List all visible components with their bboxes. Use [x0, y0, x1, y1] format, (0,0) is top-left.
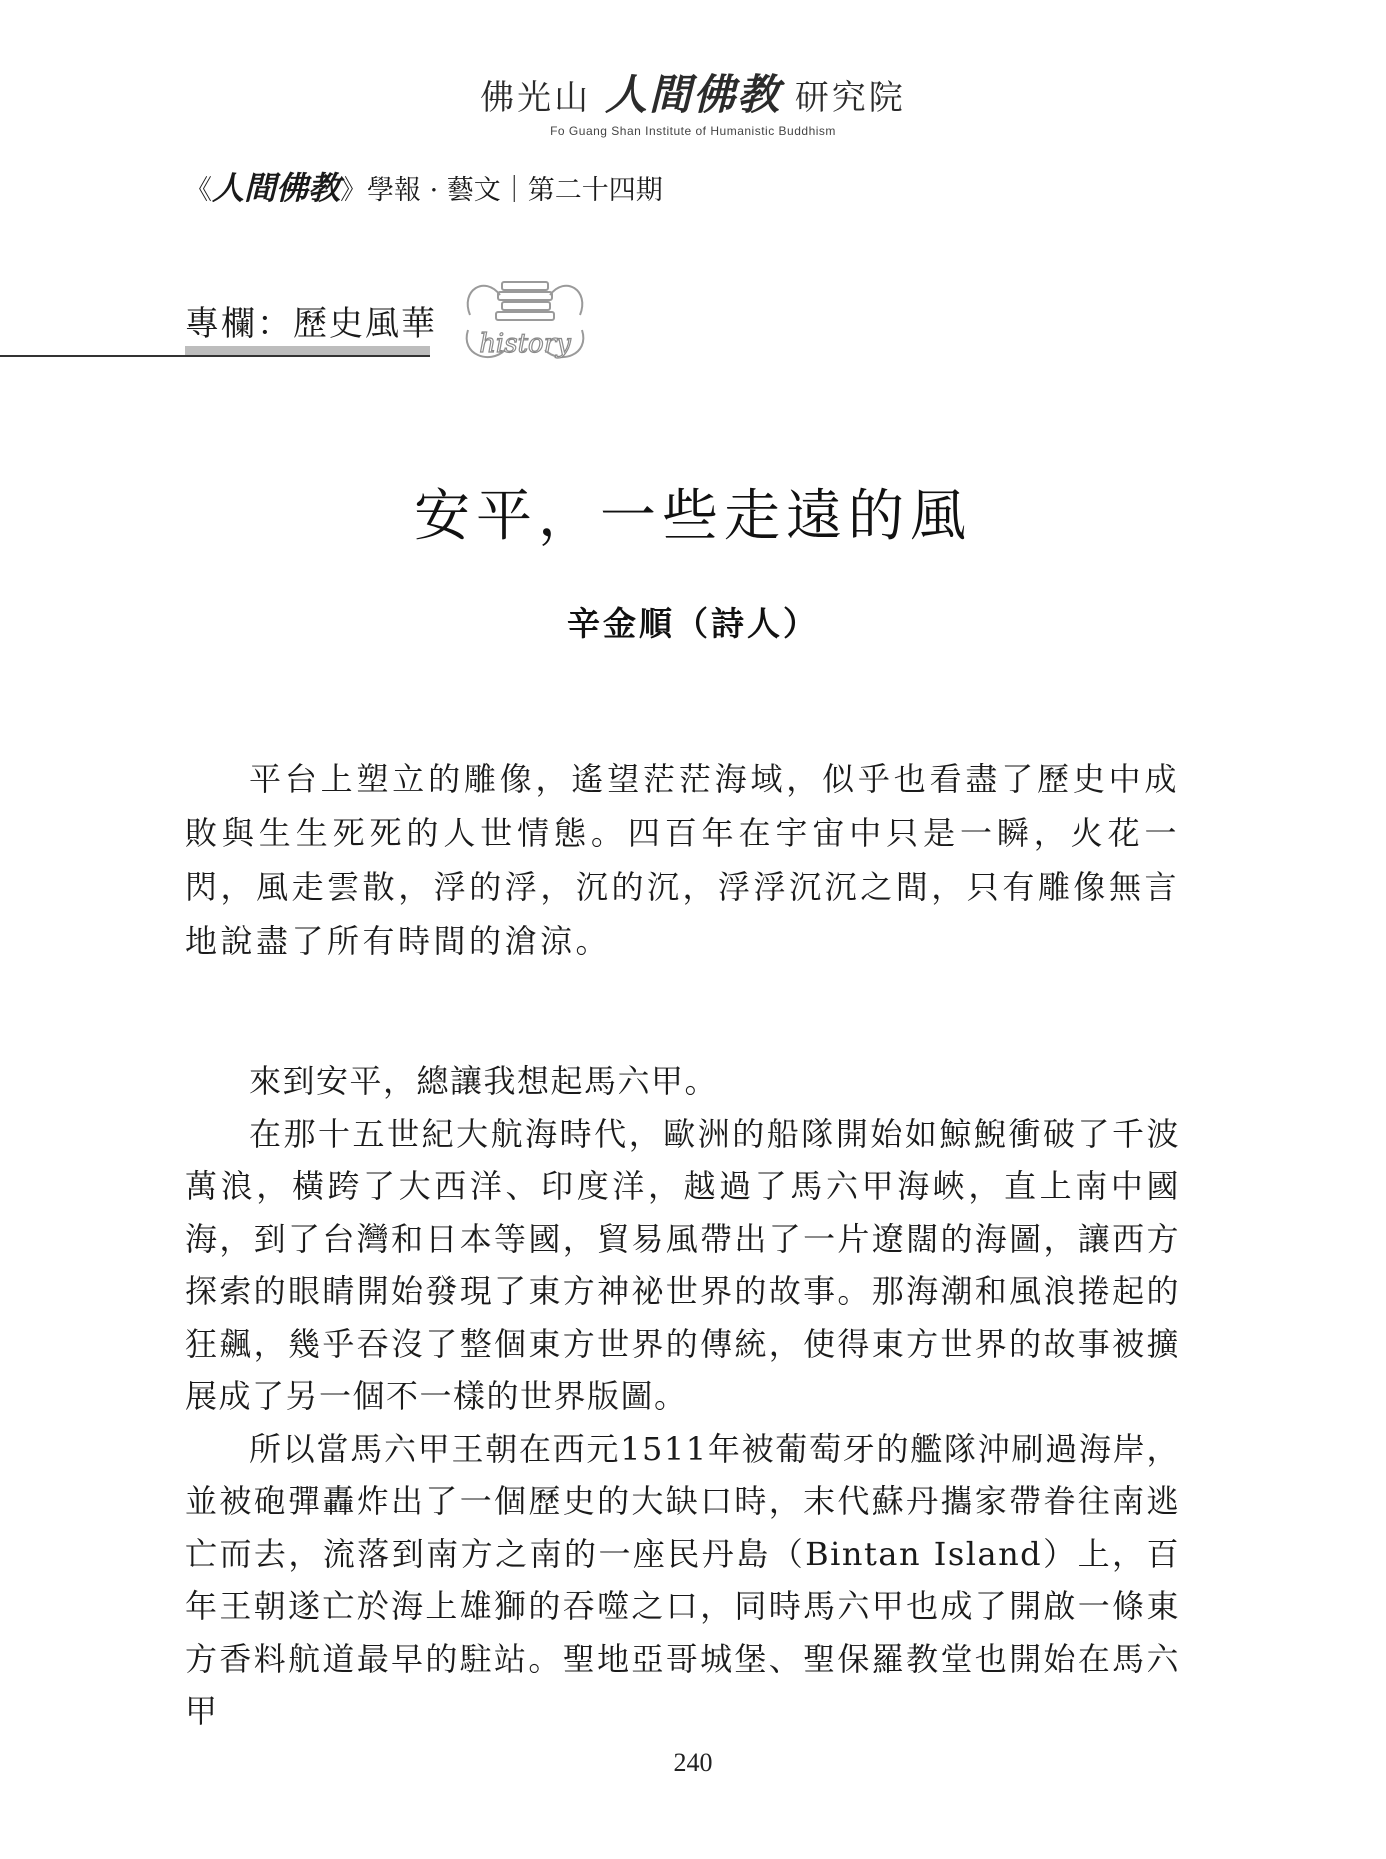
body-paragraph: 所以當馬六甲王朝在西元1511年被葡萄牙的艦隊沖刷過海岸，並被砲彈轟炸出了一個歷史的大缺口時，末代蘇丹攜家帶眷往南逃亡而去，流落到南方之南的一座民丹島（Bintan Island）上，百年王朝遂亡於海上雄獅的吞噬之口，同時馬六甲也成了開啟一條東方香料航道最早的駐站。聖地亞哥城堡、聖保羅教堂也開始在馬六甲 [185, 1429, 1180, 1730]
body-section [185, 1055, 1180, 1738]
intro-section [185, 752, 1180, 968]
org-calligraphy: 人間佛教 [604, 70, 781, 119]
page-header [0, 62, 1386, 138]
journal-open-bracket: 《 [185, 175, 212, 206]
org-english-name: Fo Guang Shan Institute of Humanistic Buddhism [550, 124, 836, 138]
intro-paragraph: 平台上塑立的雕像，遙望茫茫海域，似乎也看盡了歷史中成敗與生生死死的人世情態。四百年在宇宙中只是一瞬，火花一閃，風走雲散，浮的浮，沉的沉，浮浮沉沉之間，只有雕像無言地說盡了所有時間的滄涼。 [185, 760, 1180, 960]
history-logo-icon [460, 270, 590, 370]
body-paragraph: 來到安平，總讓我想起馬六甲。 [249, 1062, 719, 1100]
journal-issue-text: 》學報 · 藝文｜第二十四期 [340, 175, 663, 206]
column-rule-accent [185, 346, 430, 355]
body-paragraph: 在那十五世紀大航海時代，歐洲的船隊開始如鯨鯢衝破了千波萬浪，橫跨了大西洋、印度洋，越過了馬六甲海峽，直上南中國海，到了台灣和日本等國，貿易風帶出了一片遼闊的海圖，讓西方探索的眼睛開始發現了東方神祕世界的故事。那海潮和風浪捲起的狂飆，幾乎吞沒了整個東方世界的傳統，使得東方世界的故事被擴展成了另一個不一樣的世界版圖。 [185, 1114, 1180, 1415]
column-rule [0, 355, 430, 357]
article-author: 辛金順（詩人） [567, 604, 819, 643]
org-name [0, 62, 1386, 122]
page-number: 240 [673, 1748, 713, 1777]
journal-issue-line [185, 163, 663, 209]
org-suffix: 研究院 [794, 78, 906, 118]
org-prefix: 佛光山 [480, 78, 592, 118]
history-logo-text: history [479, 329, 571, 359]
article-title: 安平，一些走遠的風 [414, 484, 972, 549]
column-label: 專欄：歷史風華 [185, 304, 437, 344]
journal-calligraphy: 人間佛教 [212, 169, 341, 207]
